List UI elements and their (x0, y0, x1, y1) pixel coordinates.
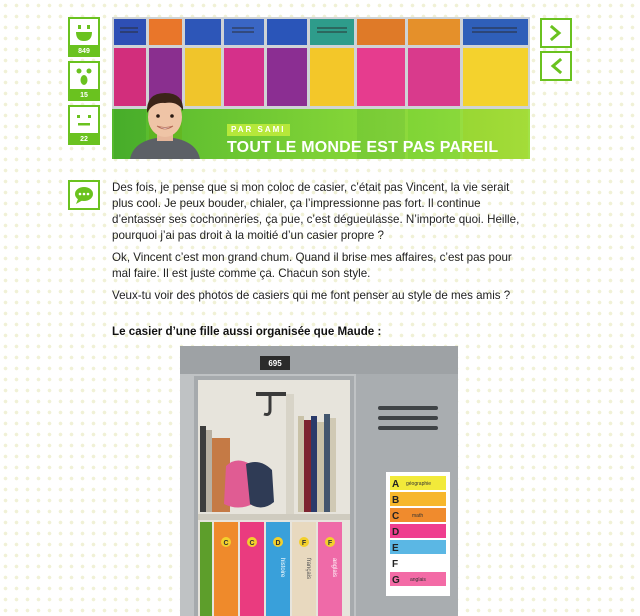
binder-text: français (305, 558, 311, 580)
section-subheading: Le casier d’une fille aussi organisée que Maude : (112, 325, 382, 338)
reaction-neutral[interactable] (68, 105, 100, 145)
article-paragraph: Ok, Vincent c’est mon grand chum. Quand il brise mes affaires, c’est pas pour mal faire. Il est juste comme ça. Chacun son style. (112, 251, 512, 280)
speech-bubble-icon (73, 185, 95, 205)
index-letter: D (392, 527, 400, 538)
index-letter: F (392, 559, 399, 570)
reactions-panel (68, 17, 100, 149)
reaction-happy[interactable] (68, 17, 100, 57)
article-body (112, 180, 532, 310)
binder-letter: F (327, 540, 333, 547)
binder-letter: C (249, 540, 255, 547)
index-letter: C (392, 511, 400, 522)
reaction-surprised[interactable] (68, 61, 100, 101)
index-card (386, 472, 450, 596)
reaction-count: 15 (68, 91, 100, 101)
locker-number: 695 (268, 359, 282, 368)
index-letter: A (392, 479, 400, 490)
author-photo (120, 87, 210, 159)
binder-text: anglais (331, 558, 337, 578)
index-text: anglais (410, 577, 426, 583)
surprised-face-icon[interactable] (68, 61, 100, 91)
reaction-count: 22 (68, 135, 100, 145)
article-paragraph: Des fois, je pense que si mon coloc de casier, c’était pas Vincent, la vie serait plus cool. Je peux bouder, chialer, ça l’impressionne pas fort. Il continue d’entasser ses cochonneries, ça pue, c’est dégueulasse. N’importe quoi. Heille, pourquoi j’ai pas droit à la moitié d’un casier propre ? (112, 181, 520, 242)
reaction-count: 849 (68, 47, 100, 57)
binder-letter: F (301, 540, 307, 547)
next-article-button[interactable] (540, 18, 572, 48)
locker-photo (180, 346, 458, 616)
neutral-face-icon[interactable] (68, 105, 100, 135)
index-letter: E (392, 543, 399, 554)
article-banner (112, 17, 530, 159)
index-letter: G (392, 575, 400, 586)
binder-letter: C (223, 540, 229, 547)
index-text: géographie (406, 481, 432, 487)
chevron-left-icon (549, 58, 563, 74)
happy-face-icon[interactable] (68, 17, 100, 47)
page-title: TOUT LE MONDE EST PAS PAREIL (227, 139, 499, 156)
article-paragraph: Veux-tu voir des photos de casiers qui me font penser au style de mes amis ? (112, 289, 511, 302)
index-letter: B (392, 495, 400, 506)
chevron-right-icon (549, 25, 563, 41)
binder-text: histoire (279, 558, 285, 578)
author-tag: PAR SAMI (227, 124, 290, 136)
comment-button[interactable] (68, 180, 100, 210)
previous-article-button[interactable] (540, 51, 572, 81)
index-text: math (412, 513, 424, 519)
binder-letter: D (275, 540, 281, 547)
